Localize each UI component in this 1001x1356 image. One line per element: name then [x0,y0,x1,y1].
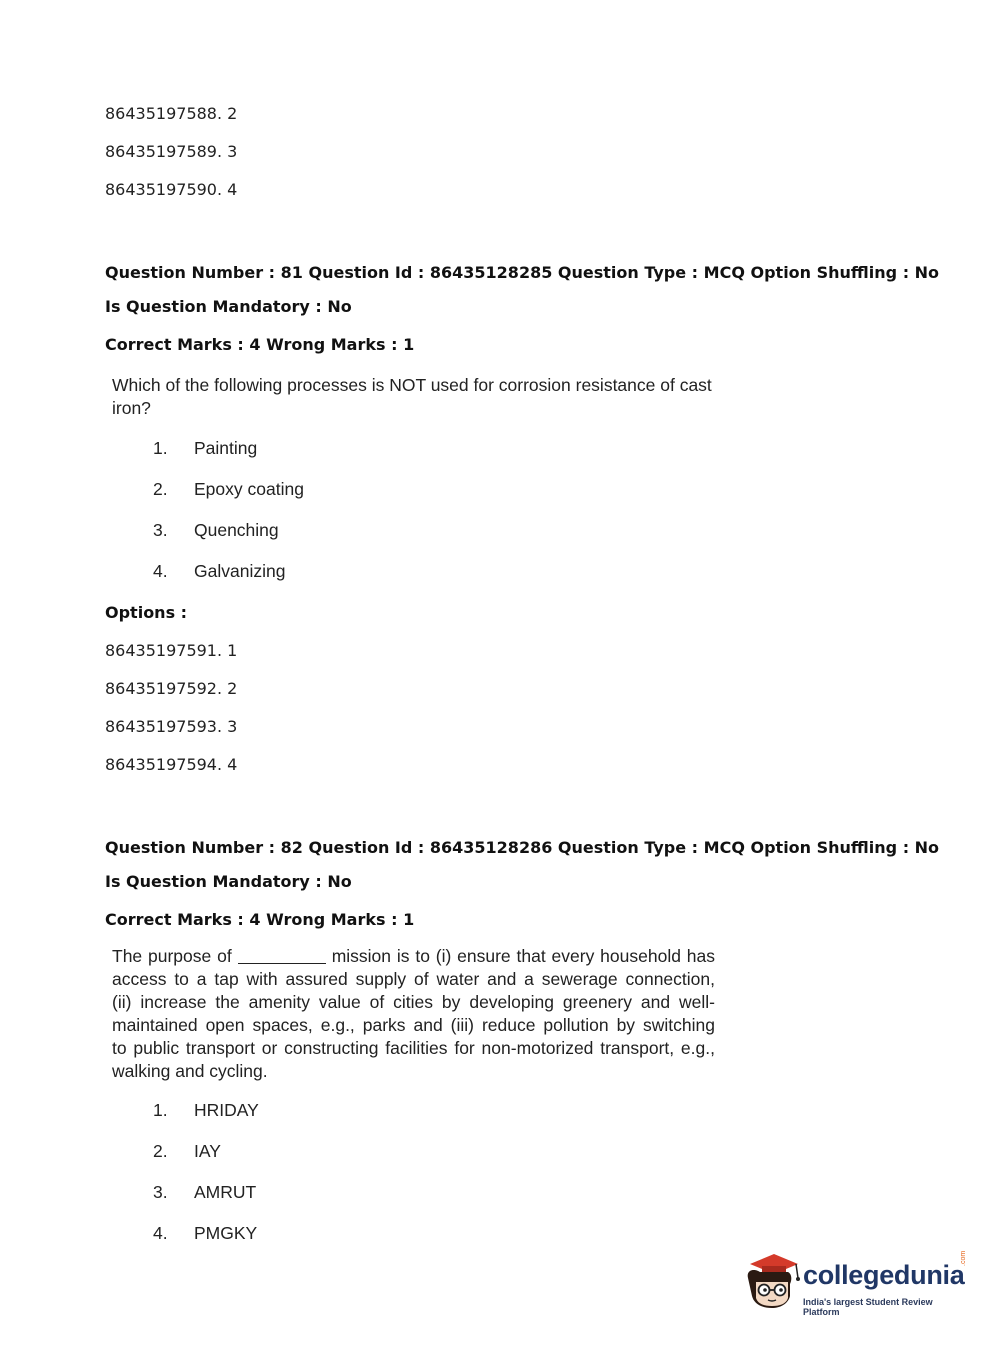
q82-header: Question Number : 82 Question Id : 86435128286 Question Type : MCQ Option Shuffling : No [105,838,940,857]
option-line: 86435197593. 3 [105,717,238,736]
logo-wordmark: collegedunia [803,1260,965,1290]
q82-text-line: access to a tap with assured supply of water and a sewerage connection, [112,969,715,989]
q82-text-line: maintained open spaces, e.g., parks and (iii) reduce pollution by switching [112,1015,715,1035]
option-line: 86435197592. 2 [105,679,238,698]
q82-text-post: mission is to (i) ensure that every household has [331,946,716,966]
q82-text-line: (ii) increase the amenity value of cities by developing greenery and well- [112,992,715,1012]
logo-domain: .com [960,1250,967,1266]
option-line: 86435197588. 2 [105,104,238,123]
q81-text-line: iron? [112,398,151,418]
logo-tagline: India's largest Student Review Platform [803,1297,933,1317]
q81-text-line: Which of the following processes is NOT used for corrosion resistance of cast [112,375,712,395]
option-line: 86435197594. 4 [105,755,238,774]
collegedunia-logo [740,1248,970,1318]
q81-mandatory: Is Question Mandatory : No [105,297,352,316]
option-line: 86435197590. 4 [105,180,238,199]
option-line: 86435197591. 1 [105,641,238,660]
q82-text-pre: The purpose of [112,946,232,966]
option-line: 86435197589. 3 [105,142,238,161]
q81-marks: Correct Marks : 4 Wrong Marks : 1 [105,335,415,354]
q82-marks: Correct Marks : 4 Wrong Marks : 1 [105,910,415,929]
mascot-icon [740,1248,802,1318]
q82-text-line: walking and cycling. [112,1061,268,1081]
q82-mandatory: Is Question Mandatory : No [105,872,352,891]
q82-question-text [112,945,715,1083]
q82-text-line: to public transport or constructing facilities for non-motorized transport, e.g., [112,1038,715,1058]
fill-in-blank [238,963,326,964]
q81-header: Question Number : 81 Question Id : 86435128285 Question Type : MCQ Option Shuffling : No [105,263,940,282]
q81-options-label: Options : [105,603,188,622]
q81-question-text [112,374,732,420]
